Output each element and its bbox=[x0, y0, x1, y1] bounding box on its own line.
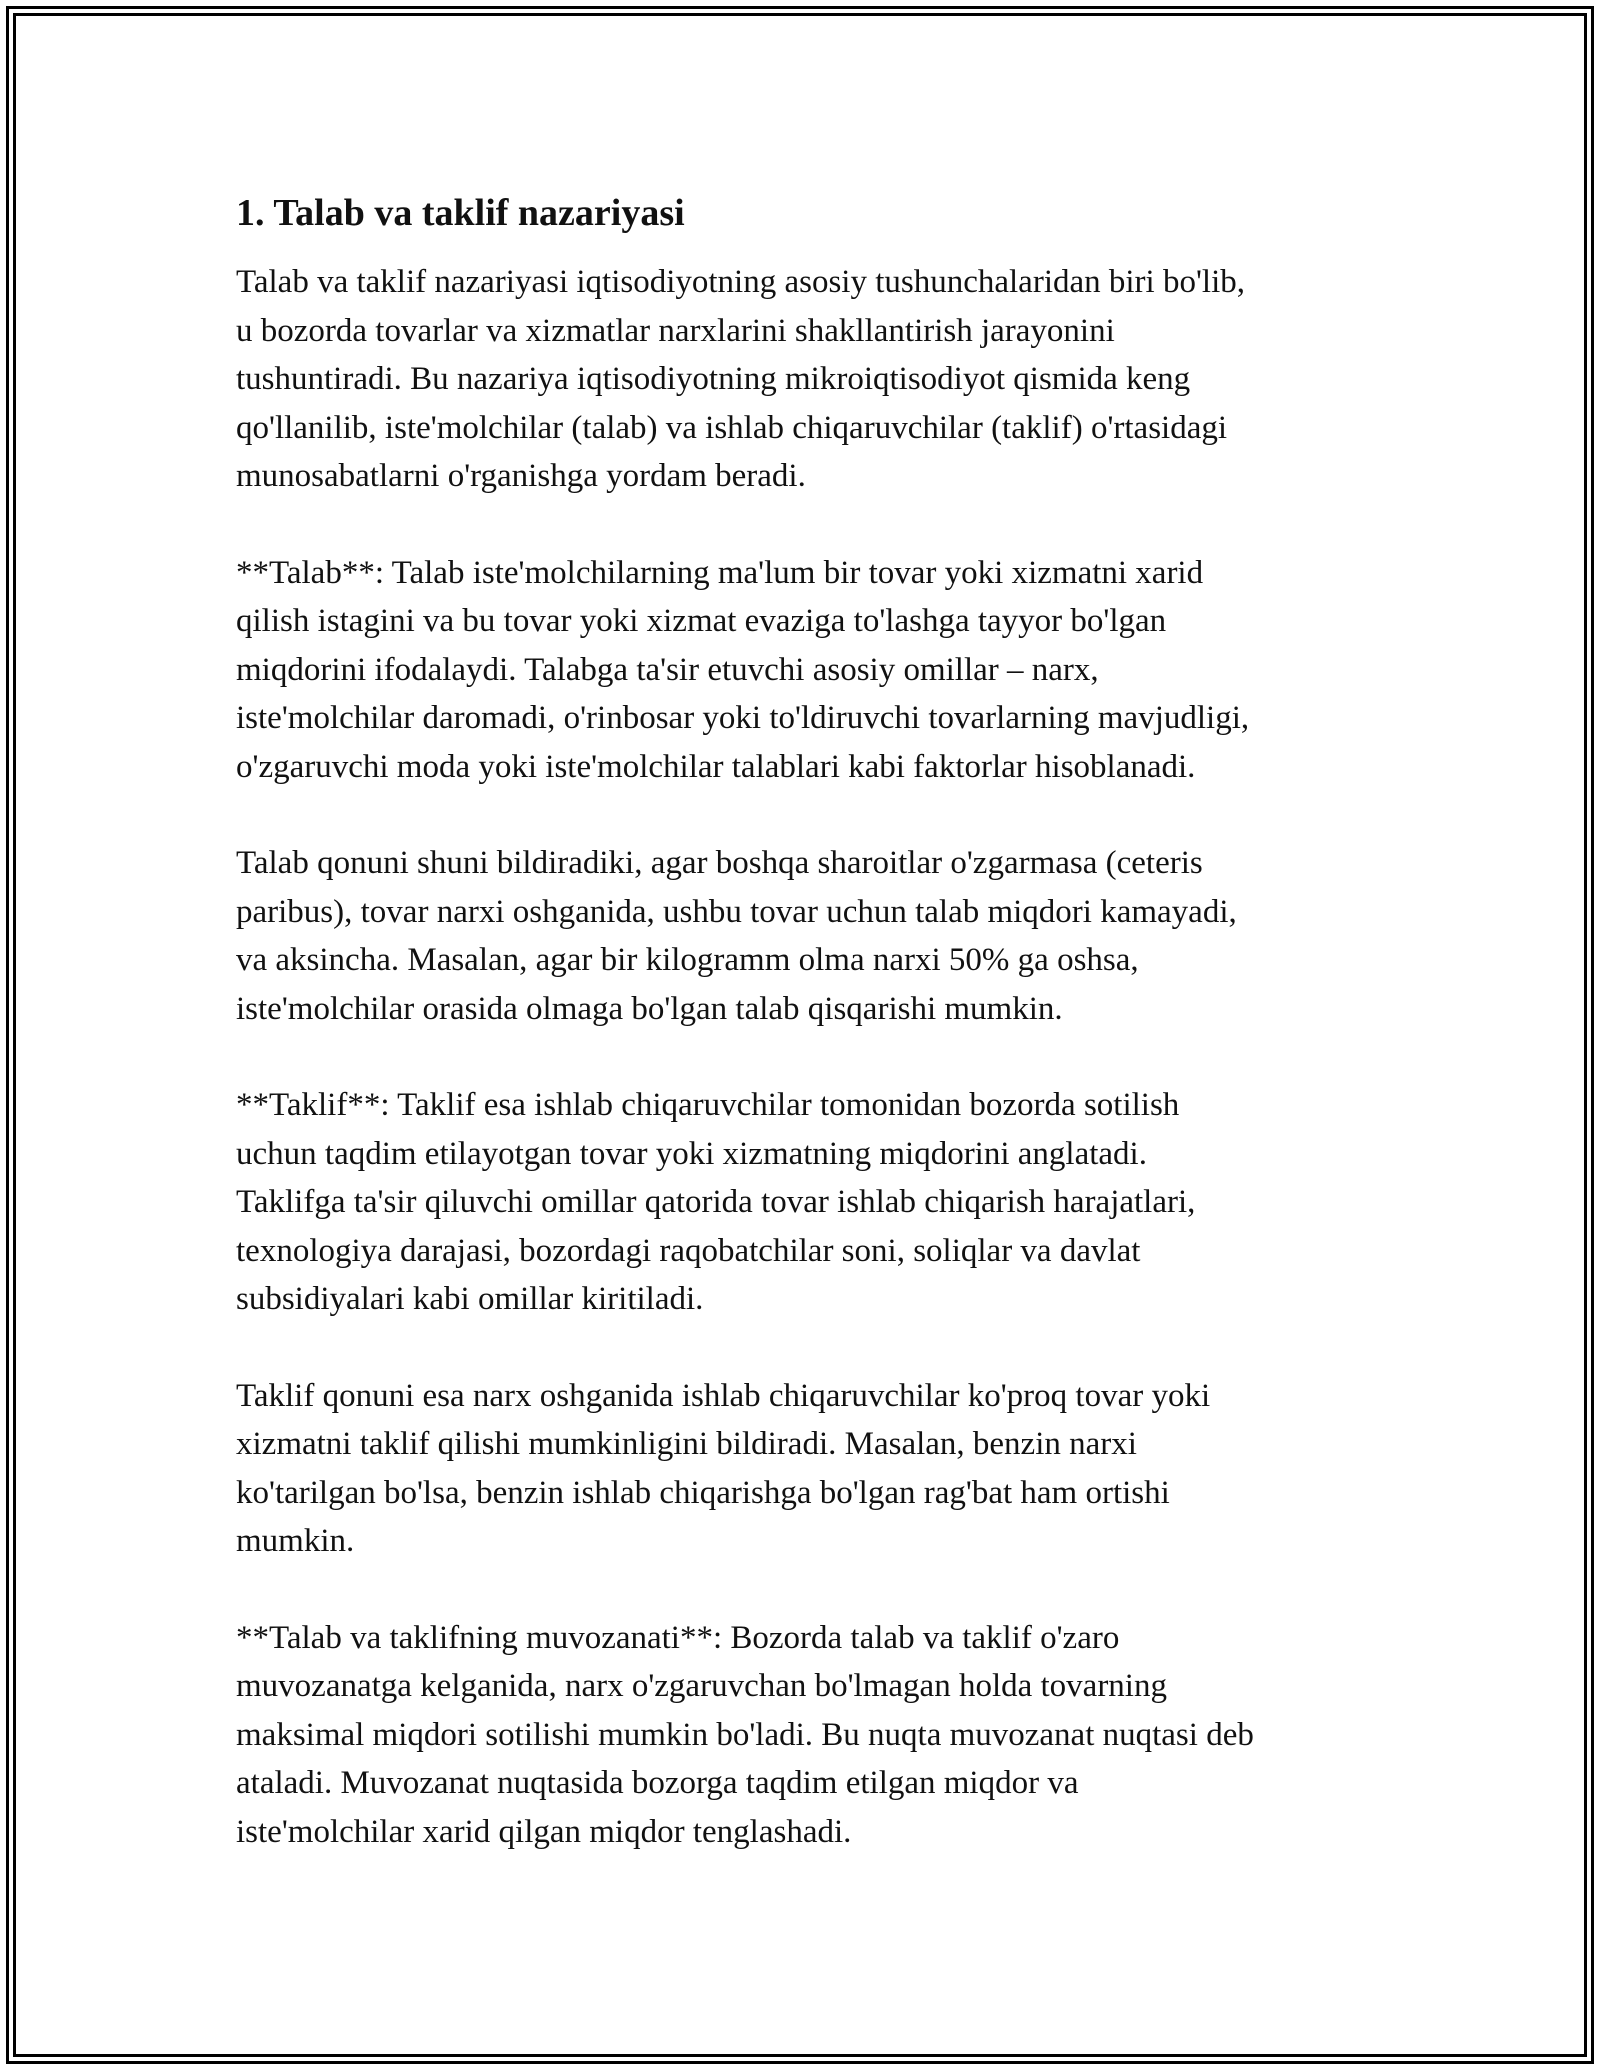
section-heading: 1. Talab va taklif nazariyasi bbox=[236, 192, 685, 234]
paragraph-line: mumkin. bbox=[236, 1523, 355, 1559]
paragraph-line: **Talab va taklifning muvozanati**: Bozorda talab va taklif o'zaro bbox=[236, 1619, 1120, 1656]
paragraph-line: iste'molchilar orasida olmaga bo'lgan talab qisqarishi mumkin. bbox=[236, 990, 1063, 1027]
paragraph-line: **Talab**: Talab iste'molchilarning ma'lum bir tovar yoki xizmatni xarid bbox=[236, 554, 1204, 591]
paragraph-line: texnologiya darajasi, bozordagi raqobatchilar soni, soliqlar va davlat bbox=[236, 1232, 1141, 1269]
paragraph-line: muvozanatga kelganida, narx o'zgaruvchan bo'lmagan holda tovarning bbox=[236, 1668, 1167, 1704]
paragraph-line: o'zgaruvchi moda yoki iste'molchilar talablari kabi faktorlar hisoblanadi. bbox=[236, 748, 1196, 785]
paragraph-line: maksimal miqdori sotilishi mumkin bo'ladi. Bu nuqta muvozanat nuqtasi deb bbox=[236, 1716, 1254, 1753]
paragraph-line: ataladi. Muvozanat nuqtasida bozorga taqdim etilgan miqdor va bbox=[236, 1765, 1079, 1801]
paragraph-line: Talab va taklif nazariyasi iqtisodiyotning asosiy tushunchalaridan biri bo'lib, bbox=[236, 264, 1245, 300]
paragraph bbox=[236, 1614, 1396, 1857]
paragraph-line: paribus), tovar narxi oshganida, ushbu tovar uchun talab miqdori kamayadi, bbox=[236, 893, 1237, 930]
paragraph-line: va aksincha. Masalan, agar bir kilogramm olma narxi 50% ga oshsa, bbox=[236, 942, 1139, 978]
paragraph-line: tushuntiradi. Bu nazariya iqtisodiyotning mikroiqtisodiyot qismida keng bbox=[236, 361, 1191, 397]
paragraph-line: ko'tarilgan bo'lsa, benzin ishlab chiqarishga bo'lgan rag'bat ham ortishi bbox=[236, 1474, 1170, 1511]
paragraph-line: uchun taqdim etilayotgan tovar yoki xizmatning miqdorini anglatadi. bbox=[236, 1135, 1147, 1172]
paragraph bbox=[236, 839, 1396, 1033]
document-body bbox=[236, 186, 1396, 1904]
paragraph-line: u bozorda tovarlar va xizmatlar narxlarini shakllantirish jarayonini bbox=[236, 312, 1115, 349]
paragraph-list bbox=[236, 258, 1396, 1856]
paragraph-line: qo'llanilib, iste'molchilar (talab) va ishlab chiqaruvchilar (taklif) o'rtasidagi bbox=[236, 409, 1228, 446]
paragraph-line: miqdorini ifodalaydi. Talabga ta'sir etuvchi asosiy omillar – narx, bbox=[236, 651, 1099, 688]
paragraph-line: munosabatlarni o'rganishga yordam beradi. bbox=[236, 458, 806, 494]
paragraph-line: Talab qonuni shuni bildiradiki, agar boshqa sharoitlar o'zgarmasa (ceteris bbox=[236, 845, 1203, 881]
paragraph-line: Taklif qonuni esa narx oshganida ishlab chiqaruvchilar ko'proq tovar yoki bbox=[236, 1377, 1211, 1414]
paragraph-line: xizmatni taklif qilishi mumkinligini bildiradi. Masalan, benzin narxi bbox=[236, 1426, 1137, 1462]
paragraph-line: qilish istagini va bu tovar yoki xizmat evaziga to'lashga tayyor bo'lgan bbox=[236, 603, 1167, 639]
paragraph bbox=[236, 258, 1396, 501]
paragraph-line: iste'molchilar xarid qilgan miqdor tenglashadi. bbox=[236, 1813, 852, 1850]
paragraph-line: iste'molchilar daromadi, o'rinbosar yoki to'ldiruvchi tovarlarning mavjudligi, bbox=[236, 700, 1250, 736]
paragraph-line: subsidiyalari kabi omillar kiritiladi. bbox=[236, 1281, 704, 1317]
paragraph bbox=[236, 1372, 1396, 1566]
paragraph-line: Taklifga ta'sir qiluvchi omillar qatorida tovar ishlab chiqarish harajatlari, bbox=[236, 1184, 1196, 1220]
paragraph bbox=[236, 1081, 1396, 1324]
paragraph bbox=[236, 549, 1396, 792]
paragraph-line: **Taklif**: Taklif esa ishlab chiqaruvchilar tomonidan bozorda sotilish bbox=[236, 1087, 1180, 1123]
